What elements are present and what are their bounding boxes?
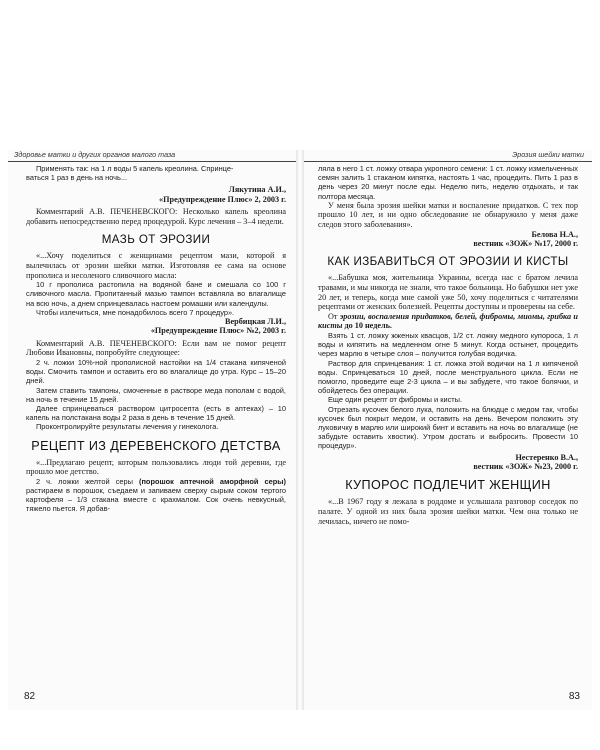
running-head (8, 150, 296, 162)
text-run: растираем в порошок, съедаем и запиваем сверху сырым соком тертого картофеля – 1/3 стакана вместе с крахмалом. Сок очень невкусный, тяжело пьется. Я добав- (26, 486, 286, 514)
signature-source: «Предупреждение Плюс» №2, 2003 г. (150, 326, 286, 336)
page-number: 83 (568, 691, 580, 702)
paragraph: Отрезать кусочек белого лука, положить на блюдце с медом так, чтобы кусочек был покрыт медом, и оставить на день. Вечером положить эту луковичку в марлю или широкий бинт и вставить на ночь во влагалище (не забудьте оставить хвостик). Утром достать и выбросить. Провести 10 процедур». (318, 404, 578, 451)
signature-name: Вербицкая Л.И., (225, 317, 286, 326)
text-run: От (328, 311, 340, 321)
paragraph (318, 312, 578, 331)
intro-line: Применять так: на 1 л воды 5 капель креолина. Спринце- (36, 164, 234, 173)
section-heading: КАК ИЗБАВИТЬСЯ ОТ ЭРОЗИИ И КИСТЫ (327, 255, 569, 269)
intro-line: ваться 1 раз в день на ночь... (26, 173, 128, 183)
signature-source: вестник «ЗОЖ» №23, 2000 г. (473, 462, 578, 472)
paragraph: Чтобы излечиться, мне понадобилось всего 7 процедур». (36, 307, 235, 317)
running-head-text: Здоровье матки и других органов малого таза (14, 150, 176, 159)
left-page-content (26, 164, 286, 514)
running-head-text: Эрозия шейки матки (512, 150, 584, 159)
text-run: до 10 недель. (342, 321, 392, 331)
right-page (304, 150, 592, 710)
signature-source: вестник «ЗОЖ» №17, 2000 г. (473, 239, 578, 248)
paragraph: «...Хочу поделиться с женщинами рецептом мази, которой я вылечилась от эрозии шейки матки. Изготовляя ее сама на основе прополиса и несоленого сливочного масла: (26, 251, 286, 280)
right-page-content (318, 164, 578, 526)
signature-name: Лякутина А.И., (228, 185, 286, 195)
paragraph: 10 г прополиса растопила на водяной бане и смешала со 100 г сливочного масла. Пропитанный мазью тампон вставляла во влагалище на всю ночь, а днем спринцевалась настоем ромашки или календулы. (26, 280, 286, 308)
recipe-line: Далее спринцеваться раствором цитросепта (есть в аптеках) – 10 капель на полстакана воды 2 раза в день в течение 15 дней. (26, 404, 286, 423)
paragraph: Взять 1 ст. ложку жженых квасцов, 1/2 ст. ложку медного купороса, 1 л воды и кипятить на медленном огне 5 минут. Когда остынет, процедить через марлю в четыре слоя – получится голубая водичка. (318, 330, 578, 359)
paragraph (26, 477, 286, 514)
book-gutter (296, 150, 304, 710)
page-number: 82 (24, 691, 36, 702)
paragraph: Еще один рецепт от фибромы и кисты. (328, 395, 463, 405)
section-heading: МАЗЬ ОТ ЭРОЗИИ (101, 233, 211, 247)
editor-comment: Комментарий А.В. ПЕЧЕНЕВСКОГО: Если вам не помог рецепт Любови Ивановны, попробуйте следующее: (26, 338, 286, 358)
bold-text-run: (порошок аптечной аморфной серы) (139, 476, 286, 486)
section-heading: РЕЦЕПТ ИЗ ДЕРЕВЕНСКОГО ДЕТСТВА (31, 438, 281, 453)
recipe-line: Затем ставить тампоны, смоченные в растворе меда пополам с водой, на ночь в течение 15 дней. (26, 385, 286, 404)
paragraph: У меня была эрозия шейки матки и воспаление придатков. С тех пор прошло 10 лет, и ни одно обследование не обнаружило у меня даже следов этого заболевания». (318, 200, 578, 229)
running-head (304, 150, 592, 162)
section-heading: КУПОРОС ПОДЛЕЧИТ ЖЕНЩИН (345, 478, 551, 493)
paragraph: «...В 1967 году я лежала в роддоме и услышала разговор соседок по палате. У одной из них была эрозия шейки матки. Чем она только не лечилась, ничего не помо- (318, 497, 578, 526)
left-page (8, 150, 296, 710)
italic-text-run: эрозии, воспаления придатков, белей, фибромы, миомы, грибка и кисты (318, 311, 578, 331)
paragraph: Раствор для спринцевания: 1 ст. ложка этой водички на 1 л кипяченой воды. Спринцеваться 10 дней, после менструального цикла. Если не помогло, проведите еще 2-3 цикла – и вы забудете, что такое болячки, и обойдетесь без операции. (318, 358, 578, 396)
recipe-line: Проконтролируйте результаты лечения у гинеколога. (36, 422, 219, 432)
editor-comment: Комментарий А.В. ПЕЧЕНЕВСКОГО: Несколько капель креолина добавить непосредственно перед процедурой. Курс лечения – 3–4 недели. (26, 207, 286, 226)
paragraph: «...Бабушка моя, жительница Украины, всегда нас с братом лечила травами, и мы никогда не знали, что такое больница. Но бабушки нет уже 20 лет, и теперь, когда мне самой уже 50, хочу поделиться с читателями рецептами от женских болезней. Рецепты доступны и проверены на себе. (318, 273, 578, 312)
signature-name: Белова Н.А., (531, 229, 578, 239)
signature-name: Нестеренко В.А., (515, 452, 578, 462)
paragraph: «...Предлагаю рецепт, которым пользовались люди той деревни, где прошло мое детство. (26, 457, 286, 477)
signature-source: «Предупреждение Плюс» 2, 2003 г. (159, 194, 286, 204)
text-run: 2 ч. ложки желтой серы (36, 476, 139, 486)
recipe-line: 2 ч. ложки 10%-ной прополисной настойки на 1/4 стакана кипяченой воды. Смочить тампон и оставить его во влагалище до утра. Курс – 15–20 дней. (26, 358, 286, 386)
paragraph: ляла в него 1 ст. ложку отвара укропного семени: 1 ст. ложку измельченных семян залить 1 стаканом кипятка, настоять 1 час, процедить. Пить 1 раз в день через 20 минут после еды. Неделю пить, неделю отдыхать, и так полтора месяца. (318, 164, 578, 201)
